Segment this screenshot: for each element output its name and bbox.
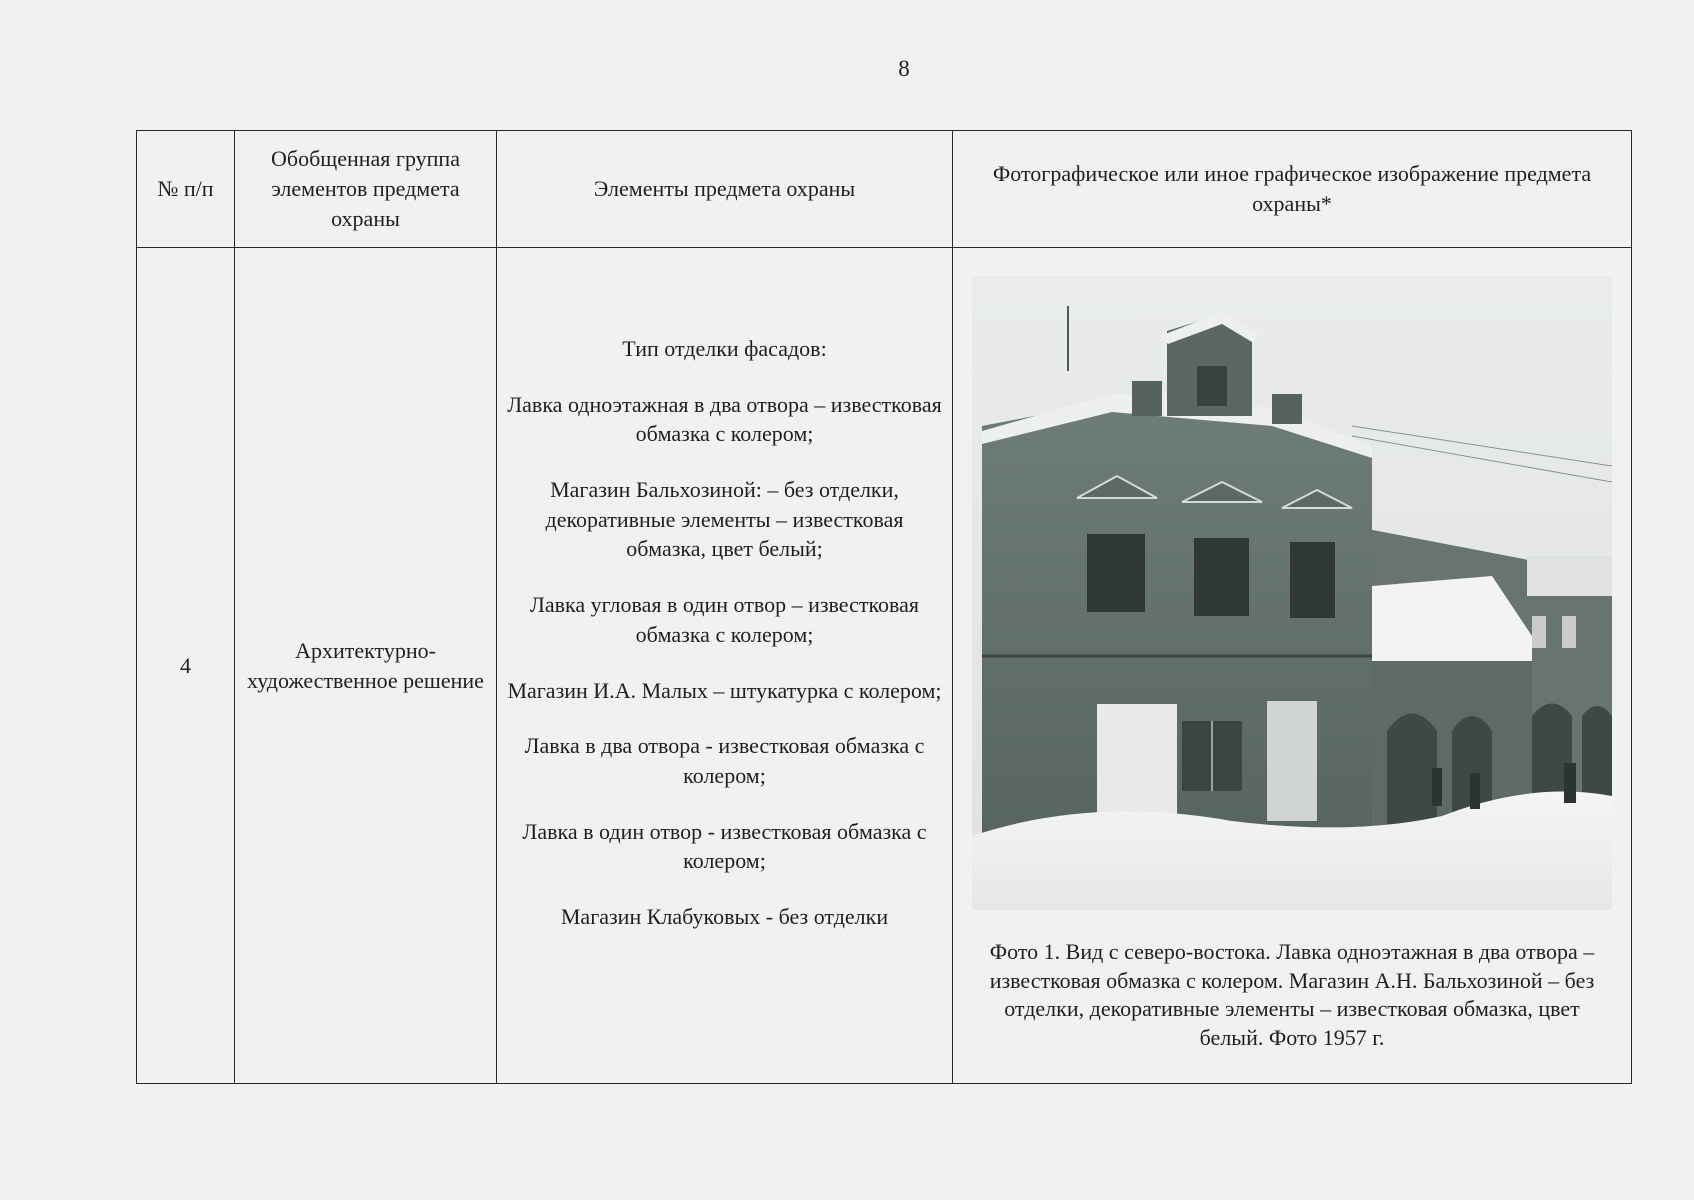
element-item: Тип отделки фасадов: — [622, 336, 827, 361]
element-item: Лавка в один отвор - известковая обмазка с колером; — [522, 818, 927, 874]
header-group: Обобщенная группа элементов предмета охраны — [235, 131, 497, 248]
row-num: 4 — [137, 248, 235, 1084]
header-elements: Элементы предмета охраны — [497, 131, 953, 248]
building-photo — [972, 276, 1612, 910]
element-item: Лавка угловая в один отвор – известковая обмазка с колером; — [529, 592, 920, 647]
table-row — [137, 248, 1632, 1084]
element-item: Лавка одноэтажная в два отвора – известковая обмазка с колером; — [507, 391, 942, 447]
row-group: Архитектурно-художественное решение — [235, 248, 497, 1084]
element-item: Магазин Клабуковых - без отделки — [560, 903, 889, 929]
photo-caption: Фото 1. Вид с северо-востока. Лавка одноэтажная в два отвора – известковая обмазка с колером. Магазин А.Н. Бальхозиной – без отделки, декоративные элементы – известковая обмазка, цвет белый. Фото 1957 г. — [989, 939, 1595, 1050]
table-header-row — [137, 131, 1632, 248]
row-elements — [497, 248, 953, 1084]
element-item: Лавка в два отвора - известковая обмазка с колером; — [524, 733, 925, 788]
page-number: 8 — [898, 56, 910, 81]
elements-list — [507, 334, 942, 932]
element-item: Магазин Бальхозиной: – без отделки, декоративные элементы – известковая обмазка, цвет белый; — [545, 477, 904, 562]
row-photo — [953, 248, 1632, 1084]
protection-subject-table — [136, 130, 1632, 1084]
header-num: № п/п — [137, 131, 235, 248]
element-item: Магазин И.А. Малых – штукатурка с колером; — [507, 677, 942, 703]
header-image: Фотографическое или иное графическое изображение предмета охраны* — [953, 131, 1632, 248]
